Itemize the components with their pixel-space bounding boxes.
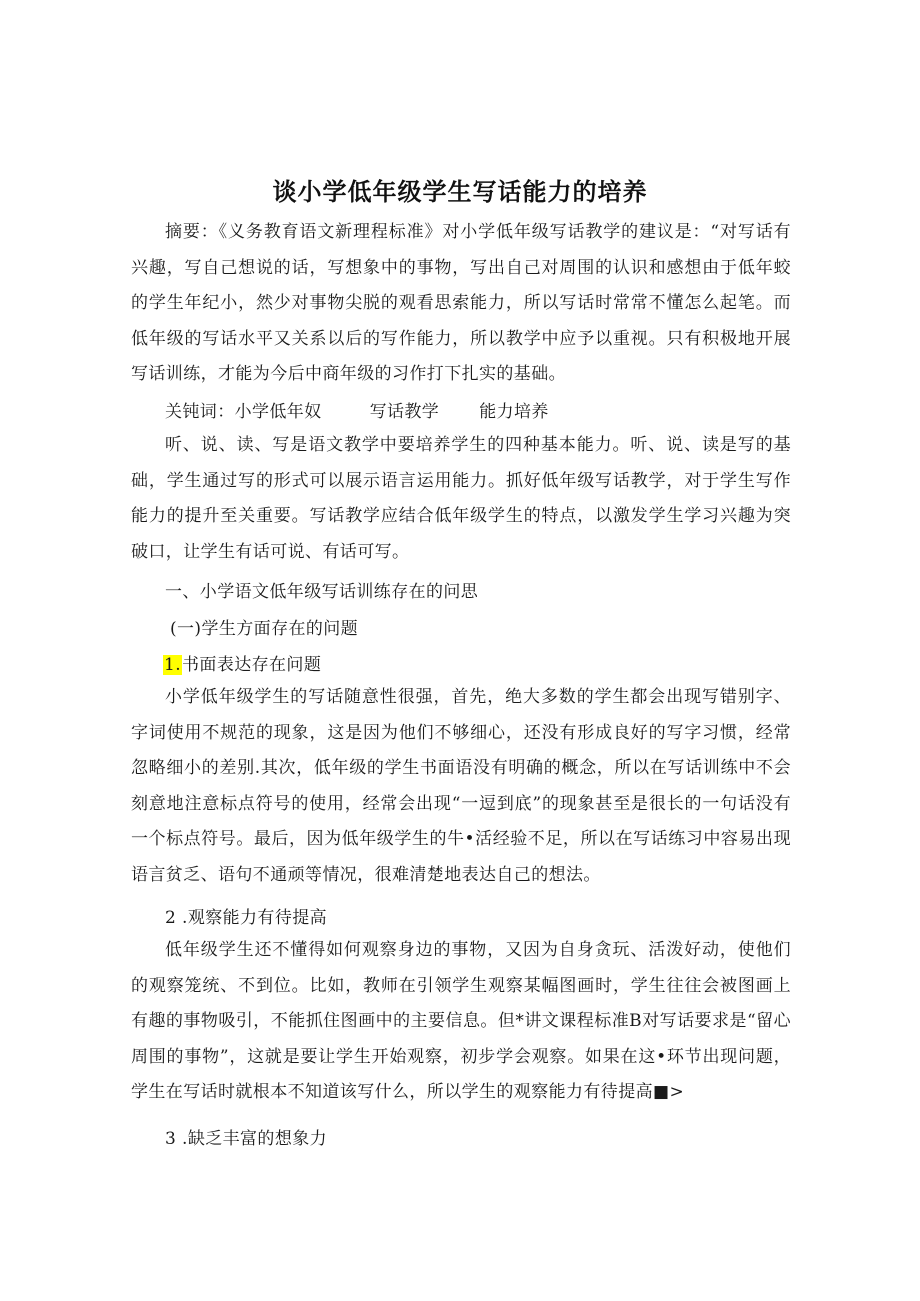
abstract-paragraph: 摘要：《义务教育语文新理程标准》对小学低年级写话教学的建议是：“对写话有兴趣，写自己想说的话，写想象中的事物，写出自己对周围的认识和感想由于低年蛟的学生年纪小，然少对事物尖脱的观看思索能力，所以写话时常常不懂怎么起笔。而低年级的写话水平又关系以后的写作能力，所以教学中应予以重视。只有积极地开展写话训练，才能为今后中商年级的习作打下扎实的基础。 xyxy=(131,222,791,384)
item-heading-1 xyxy=(163,653,321,677)
document-title: 谈小学低年级学生写话能力的培养 xyxy=(272,178,648,206)
keyword-writing-teaching: 写话教学 xyxy=(369,402,440,422)
keyword-ability-training: 能力培养 xyxy=(479,402,549,422)
item-heading-3: 3 .缺乏丰富的想象力 xyxy=(165,1129,328,1149)
item1-body-paragraph: 小学低年级学生的写话随意性很强，首先，绝大多数的学生都会出现写错别字、字词使用不规范的现象，这是因为他们不够细心，还没有形成良好的写字习惯，经常忽略细小的差别.其次，低年级的学生书面语没有明确的概念，所以在写话训练中不会刻意地注意标点符号的使用，经常会出现“一逗到底”的现象甚至是很长的一句话没有一个标点符号。最后，因为低年级学生的牛•活经验不足，所以在写话练习中容易出现语言贫乏、语句不通顽等情况，很难清楚地表达自己的想法。 xyxy=(131,687,791,885)
item-number-highlight: 1. xyxy=(164,655,182,675)
intro-paragraph: 听、说、读、写是语文教学中要培养学生的四种基本能力。听、说、读是写的基础，学生通过写的形式可以展示语言运用能力。抓好低年级写话教学，对于学生写作能力的提升至关重要。写话教学应结合低年级学生的特点，以激发学生学习兴趣为突破口，让学生有话可说、有话可写。 xyxy=(131,435,791,562)
item-heading-2: 2 .观察能力有待提高 xyxy=(165,908,328,928)
keywords-line xyxy=(165,400,549,424)
section-heading-1: 一、小学语文低年级写话训练存在的问思 xyxy=(165,582,479,602)
keywords-label: 关钝词：小学低年奴 xyxy=(165,402,322,422)
item2-body-paragraph: 低年级学生还不懂得如何观察身边的事物，又因为自身贪玩、活泼好动，使他们的观察笼统、不到位。比如，教师在引领学生观察某幅图画时，学生往往会被图画上有趣的事物吸引，不能抓住图画中的主要信息。但*讲文课程标准B对写话要求是“留心周围的事物”，这就是要让学生开始观察，初步学会观察。如果在这•环节出现问题，学生在写话时就根本不知道该写什么，所以学生的观察能力有待提高■> xyxy=(131,940,791,1102)
item-title-1: 书面表达存在问题 xyxy=(182,655,322,675)
subsection-heading-1: (一)学生方面存在的问题 xyxy=(170,619,359,639)
